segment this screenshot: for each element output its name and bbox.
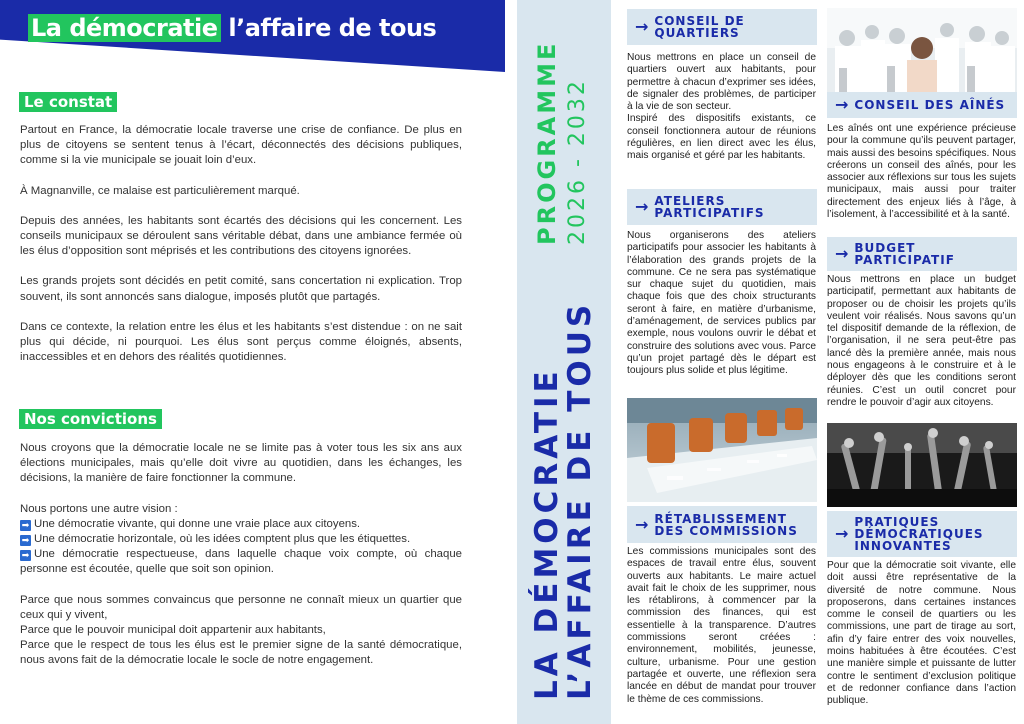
vision-item: ➡ Une démocratie respectueuse, dans laquelle chaque voix compte, où chaque personne est écoutée, quelle que soit son opinion. [20,548,462,576]
programme-label: PROGRAMME [533,40,561,245]
seniors-photo [827,8,1017,92]
closing-line: Parce que le pouvoir municipal doit appartenir aux habitants, [20,624,326,637]
left-page [0,0,505,724]
constat-paragraph: Les grands projets sont décidés en petit comité, sans concertation ni explication. Trop souvent, ils sont annoncés sans dialogue, imposés plutôt que partagés. [20,275,462,303]
constat-paragraph: Dans ce contexte, la relation entre les élus et les habitants s’est distendue : on ne sait plus qui décide, ni pourquoi. Les élus sont perçus comme éloignés, absents, inaccessibles et en dehors des réalités quotidiennes. [20,320,462,364]
arrow-right-icon: → [635,514,649,534]
spine-title-line2: L’AFFAIRE DE TOUS [562,300,598,700]
closing-line: Parce que le respect de tous les élus est le premier signe de la santé démocratique, nous avons fait de la démocratie locale le socle de notre engagement. [20,639,462,667]
commissions-text: Les commissions municipales sont des espaces de travail entre élus, souvent ouverts aux habitants. Le maire actuel avait fait le choix de les supprimer, nous les rétablirons, à commencer par la commission des finances, qui est essentielle à la transparence. D’autres commissions seront créées : environnement, mobilités, jeunesse, culture, urbanisme. Pour une gestion partagée et ouverte, une réflexion sera lancée en début de mandat pour trouver le thème de ces commissions. [627,546,816,705]
page-title [28,14,436,42]
programme-years: 2026 - 2032 [565,78,590,245]
raised-hands-illustration [827,423,1017,507]
closing-line: Parce que nous sommes convaincus que personne ne connaît mieux un quartier que ceux qui y vivent, [20,593,462,621]
ateliers-text: Nous organiserons des ateliers participatifs pour associer les habitants à l’élaboration des grands projets de la commune. Ce ne sera pas systématique sur chaque sujet du quotidien, mais chaque fois que des choix structurants seront à faire, en matière d’urbanisme, d’aménagement, de services publics par exemple, nous voulons ouvrir le débat et construire des solutions avec vous. Parce qu’un projet partagé dès le départ est toujours plus solide et plus légitime. [627,230,816,377]
seniors-illustration [827,8,1017,92]
vision-item: ➡ Une démocratie vivante, qui donne une vraie place aux citoyens. [21,517,361,530]
heading-pratiques: → PRATIQUES DÉMOCRATIQUES INNOVANTES [827,511,1017,557]
heading-ateliers: → ATELIERS PARTICIPATIFS [627,189,817,225]
vision-intro: Nous portons une autre vision : [20,502,178,515]
page-title-rest: l’affaire de tous [220,14,437,42]
vision-item: ➡ Une démocratie horizontale, où les idées comptent plus que les étiquettes. [21,533,411,546]
constat-label: Le constat [19,92,117,112]
heading-conseil-quartiers: → CONSEIL DE QUARTIERS [627,9,817,45]
arrow-bullet-icon: ➡ [21,519,30,530]
heading-commissions: → RÉTABLISSEMENT DES COMMISSIONS [627,506,817,543]
arrow-right-icon: → [835,244,849,263]
spine-title-line1: LA DÉMOCRATIE [529,367,565,700]
spine-programme [533,40,590,245]
constat-text [20,123,462,380]
convictions-intro: Nous croyons que la démocratie locale ne se limite pas à voter tous les six ans aux élections municipales, mais qu’elle doit vivre au quotidien, dans les échanges, les décisions, la manière de faire fonctionner la commune. [20,442,462,485]
constat-paragraph: Depuis des années, les habitants sont écartés des décisions qui les concernent. Les conseils municipaux se déroulent sans véritable débat, dans une ambiance fermée où les élus d’opposition sont méprisés et les contributions des citoyens ignorées. [20,214,462,258]
arrow-bullet-icon: ➡ [21,550,30,561]
heading-aines: → CONSEIL DES AÎNÉS [827,92,1017,118]
arrow-right-icon: → [635,17,649,36]
convictions-label: Nos convictions [19,409,162,429]
aines-text: Les aînés ont une expérience précieuse pour la commune qu’ils peuvent partager, mais aussi des besoins spécifiques. Nous créerons un conseil des aînés, pour les associer aux réflexions sur tous les sujets municipaux, mais aussi pour traiter directement des enjeux liés à l’âge, à l’isolement, à l’accessibilité et à la santé. [827,123,1016,221]
arrow-bullet-icon: ➡ [21,535,30,546]
meeting-room-illustration [627,398,817,502]
meeting-room-photo [627,398,817,502]
raised-hands-photo [827,423,1017,507]
conseil-quartiers-text: Nous mettrons en place un conseil de quartiers ouvert aux habitants, pour permettre à chacun d’exprimer ses idées, de signaler des problèmes, de participer à la vie de son secteur. Inspiré des dispositifs existants, ce conseil fonctionnera autour de réunions régulières, en lien direct avec les élus, mais organisé et géré par les habitants. [627,52,816,162]
arrow-right-icon: → [635,197,649,216]
convictions-text [20,441,462,669]
constat-paragraph: Partout en France, la démocratie locale traverse une crise de confiance. De plus en plus de citoyens se sentent tenus à l’écart, déconnectés des décisions publiques, comme si la vie municipale se jouait loin d’eux. [20,124,462,167]
page-title-highlight: La démocratie [28,14,221,42]
arrow-right-icon: → [835,95,849,114]
constat-paragraph: À Magnanville, ce malaise est particulièrement marqué. [20,184,300,197]
arrow-right-icon: → [835,524,849,543]
pratiques-text: Pour que la démocratie soit vivante, elle doit aussi être représentative de la diversité de notre commune. Nous proposerons, dans certaines instances comme le conseil de quartiers ou les commissions, une part de tirage au sort, afin d’y faire entrer des voix nouvelles, moins habituées à être écoutées. C’est une manière simple et puissante de lutter contre le sentiment d’exclusion politique et de redonner confiance dans l’action publique. [827,560,1016,707]
spine-title [531,301,597,700]
heading-budget: → BUDGET PARTICIPATIF [827,237,1017,271]
budget-text: Nous mettrons en place un budget participatif, permettant aux habitants de proposer ou de choisir les projets qu’ils veulent voir réalisés. Nous savons qu’un tel dispositif demande de la réflexion, de l’organisation, il ne sera peut-être pas lancé dès la première année, mais nous nous engageons à le construire et à le déployer dès que les conditions seront réunies. C’est un outil concret pour rendre le pouvoir d’agir aux citoyens. [827,274,1016,408]
